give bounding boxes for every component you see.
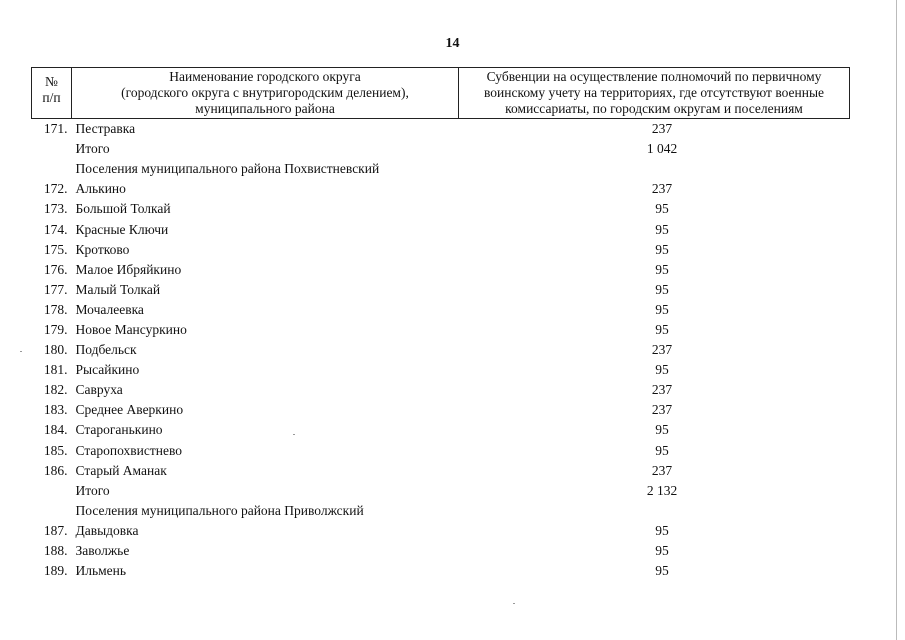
row-name: Рысайкино	[75, 362, 140, 378]
row-value	[459, 501, 850, 521]
subsidy-table	[31, 67, 850, 581]
header-number: № п/п	[32, 68, 72, 119]
scan-speck	[513, 603, 515, 604]
table-row	[32, 340, 850, 360]
row-number	[32, 501, 72, 521]
row-number: 188.	[43, 543, 68, 559]
row-value: 95	[655, 241, 669, 257]
row-value: 95	[655, 261, 669, 277]
row-value	[459, 159, 850, 179]
table-row	[32, 420, 850, 440]
table-row	[32, 461, 850, 481]
row-name: Староганькино	[75, 422, 163, 438]
header-subsidy: Субвенции на осуществление полномочий по первичному воинскому учету на территориях, где отсутствуют военные комиссариаты, по городским округам и поселениям	[459, 68, 850, 119]
row-name: Ильмень	[75, 563, 127, 579]
row-value: 95	[655, 422, 669, 438]
table-row	[32, 159, 850, 179]
row-value: 95	[655, 321, 669, 337]
row-number: 183.	[43, 402, 68, 418]
row-value: 95	[655, 563, 669, 579]
table-row	[32, 199, 850, 219]
row-name: Алькино	[75, 181, 126, 197]
row-value: 95	[655, 362, 669, 378]
table-row	[32, 219, 850, 239]
table-row	[32, 139, 850, 159]
row-number: 187.	[43, 522, 68, 538]
row-value: 95	[655, 543, 669, 559]
row-name: Пестравка	[75, 121, 136, 137]
table-row	[32, 400, 850, 420]
row-value: 95	[655, 442, 669, 458]
row-number: 184.	[43, 422, 68, 438]
row-value: 95	[655, 301, 669, 317]
table-row	[32, 240, 850, 260]
row-number: 185.	[43, 442, 68, 458]
scan-edge-mark	[896, 0, 897, 640]
row-name: Итого	[75, 482, 110, 498]
row-name: Красные Ключи	[75, 221, 169, 237]
table-body	[32, 119, 850, 582]
row-number: 189.	[43, 563, 68, 579]
header-name: Наименование городского округа (городского округа с внутригородским делением), муниципального района	[72, 68, 459, 119]
row-value: 237	[651, 342, 673, 358]
row-name: Среднее Аверкино	[75, 402, 184, 418]
row-name: Заволжье	[75, 543, 130, 559]
table-row	[32, 300, 850, 320]
table-row	[32, 360, 850, 380]
table-row	[32, 541, 850, 561]
row-number: 174.	[43, 221, 68, 237]
table-row	[32, 521, 850, 541]
scan-speck	[20, 351, 22, 352]
row-name: Давыдовка	[75, 522, 139, 538]
table-row	[32, 481, 850, 501]
table-row	[32, 320, 850, 340]
row-number	[32, 139, 72, 159]
row-number: 171.	[43, 121, 68, 137]
table-row	[32, 501, 850, 521]
row-name: Большой Толкай	[75, 201, 171, 217]
row-number: 175.	[43, 241, 68, 257]
row-name: Старопохвистнево	[75, 442, 183, 458]
row-name: Поселения муниципального района Приволжский	[75, 502, 364, 518]
row-number: 180.	[43, 342, 68, 358]
row-value: 237	[651, 181, 673, 197]
row-number: 182.	[43, 382, 68, 398]
row-name: Мочалеевка	[75, 301, 144, 317]
scan-speck	[293, 434, 295, 435]
row-number: 186.	[43, 462, 68, 478]
table-row	[32, 260, 850, 280]
row-number: 178.	[43, 301, 68, 317]
row-number	[32, 159, 72, 179]
row-name: Старый Аманак	[75, 462, 167, 478]
table-row	[32, 441, 850, 461]
row-value: 237	[651, 382, 673, 398]
row-number: 173.	[43, 201, 68, 217]
row-name: Поселения муниципального района Похвистневский	[75, 161, 380, 177]
row-name: Малый Толкай	[75, 281, 161, 297]
row-value: 237	[651, 462, 673, 478]
row-number: 176.	[43, 261, 68, 277]
row-number: 172.	[43, 181, 68, 197]
table-row	[32, 561, 850, 581]
row-number: 181.	[43, 362, 68, 378]
row-number	[32, 481, 72, 501]
row-name: Малое Ибряйкино	[75, 261, 182, 277]
row-number: 177.	[43, 281, 68, 297]
table-row	[32, 280, 850, 300]
page-number: 14	[445, 36, 460, 51]
row-value: 237	[651, 402, 673, 418]
row-name: Подбельск	[75, 342, 137, 358]
row-name: Савруха	[75, 382, 123, 398]
row-number: 179.	[43, 321, 68, 337]
table-row	[32, 179, 850, 199]
row-name: Итого	[75, 141, 110, 157]
row-value: 237	[651, 121, 673, 137]
row-value: 95	[655, 281, 669, 297]
row-value: 2 132	[646, 482, 678, 498]
row-value: 95	[655, 201, 669, 217]
row-value: 95	[655, 221, 669, 237]
row-name: Новое Мансуркино	[75, 321, 187, 337]
table-header	[32, 68, 850, 119]
table-row	[32, 380, 850, 400]
table-row	[32, 119, 850, 140]
row-name: Кротково	[75, 241, 130, 257]
row-value: 95	[655, 522, 669, 538]
row-value: 1 042	[646, 141, 678, 157]
